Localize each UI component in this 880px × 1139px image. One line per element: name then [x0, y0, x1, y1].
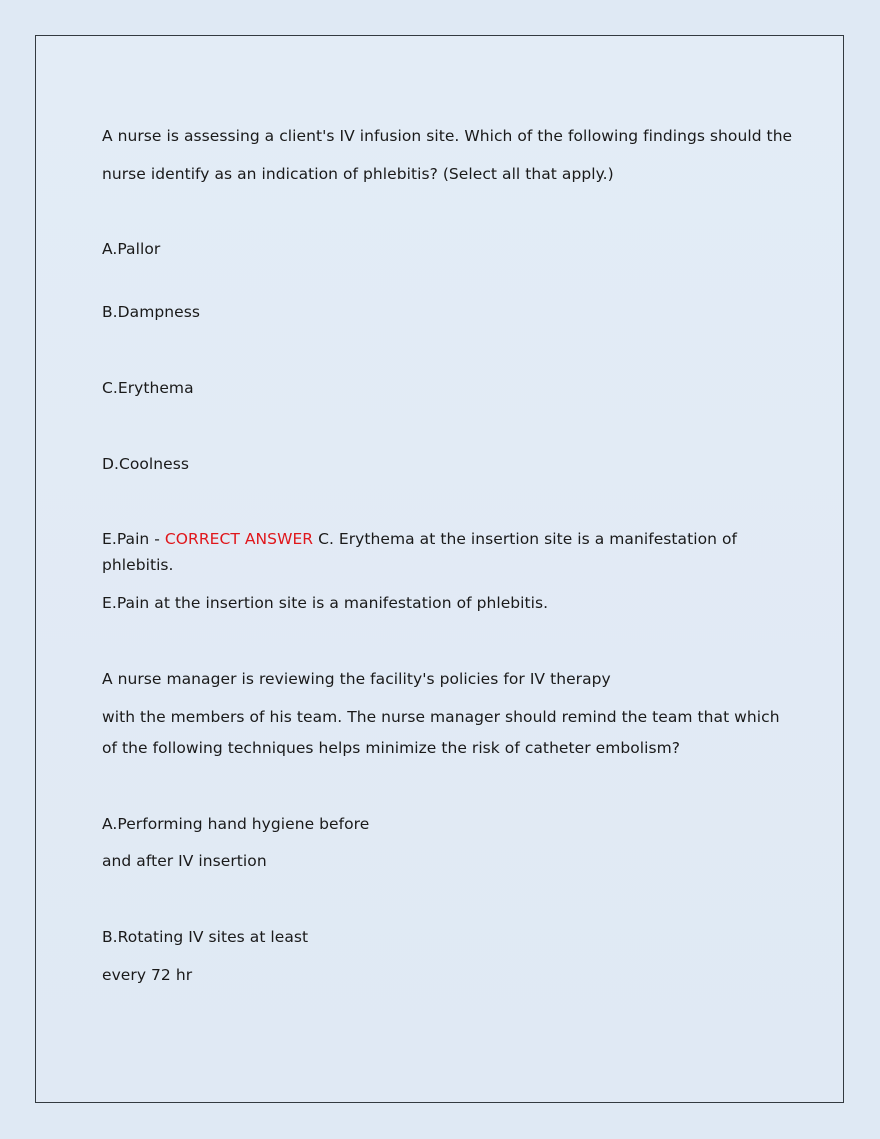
question-1-option-e: E.Pain - [102, 530, 165, 548]
correct-answer-label: CORRECT ANSWER [164, 530, 314, 548]
question-2-option-a-line-2: and after IV insertion [102, 852, 267, 870]
question-1-option-c: C.Erythema [102, 379, 194, 397]
question-1-answer-line-2: E.Pain at the insertion site is a manifestation of phlebitis. [102, 594, 549, 612]
question-2-option-b-line-1: B.Rotating IV sites at least [102, 928, 309, 946]
question-2-stem-line-1: A nurse manager is reviewing the facility's policies for IV therapy [102, 670, 611, 688]
question-1-option-d: D.Coolness [102, 455, 189, 473]
question-2-stem-line-3: of the following techniques helps minimize the risk of catheter embolism? [102, 739, 681, 757]
question-1-answer-block [102, 526, 742, 578]
question-2-option-a-line-1: A.Performing hand hygiene before [102, 815, 370, 833]
question-1-stem-line-1: A nurse is assessing a client's IV infusion site. Which of the following findings should the [102, 127, 793, 145]
question-2-stem-line-2: with the members of his team. The nurse manager should remind the team that which [102, 708, 780, 726]
question-1-stem-line-2: nurse identify as an indication of phlebitis? (Select all that apply.) [102, 165, 614, 183]
question-2-option-b-line-2: every 72 hr [102, 966, 193, 984]
question-1-option-a: A.Pallor [102, 240, 161, 258]
question-1-answer-text: C. Erythema at the insertion site is a manifestation of phlebitis. [102, 530, 737, 574]
question-1-option-b: B.Dampness [102, 303, 200, 321]
